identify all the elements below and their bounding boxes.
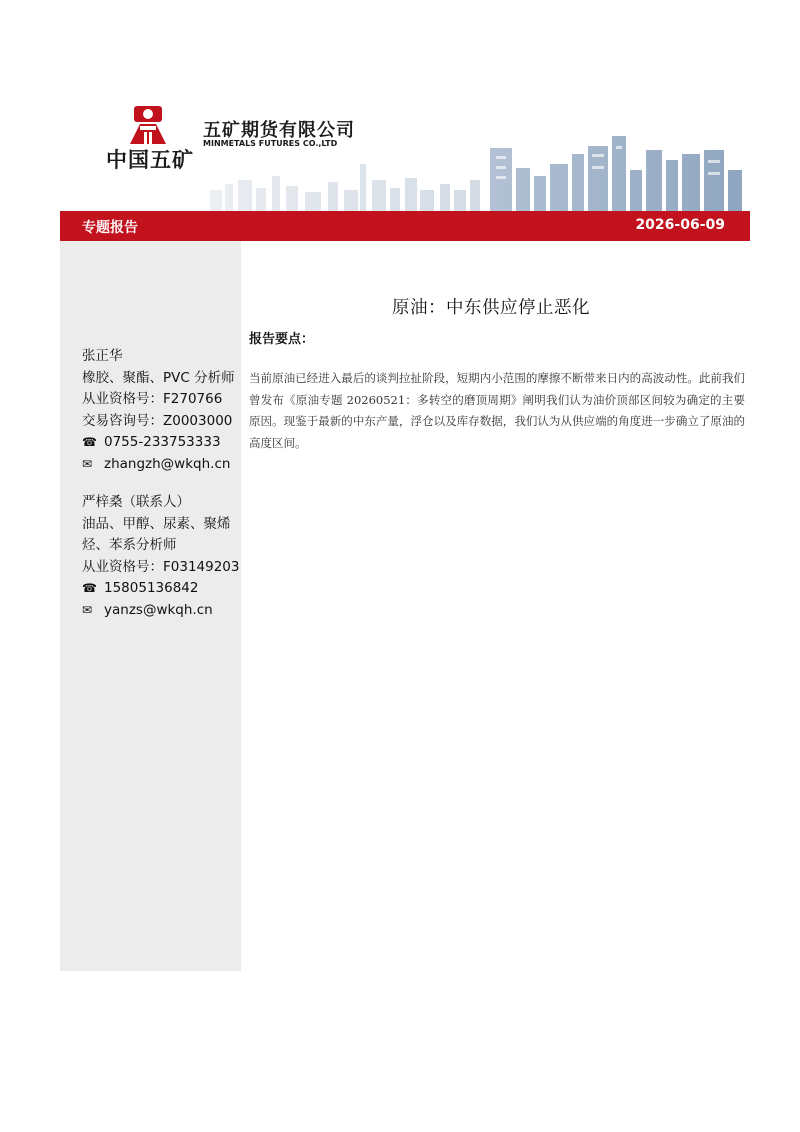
analyst-card <box>82 492 239 621</box>
envelope-icon: ✉ <box>82 456 93 471</box>
analyst-license: 从业资格号：F270766 <box>82 391 223 407</box>
envelope-icon: ✉ <box>82 602 93 617</box>
report-title: 原油：中东供应停止恶化 <box>392 298 590 318</box>
analyst-role: 油品、甲醇、尿素、聚烯 <box>82 515 231 532</box>
analyst-name: 张正华 <box>82 348 123 364</box>
report-date: 2026-06-09 <box>635 217 725 233</box>
key-points-heading: 报告要点： <box>249 332 315 347</box>
analyst-role-cont: 烃、苯系分析师 <box>82 537 177 553</box>
analyst-license: 从业资格号：F03149203 <box>82 558 240 575</box>
analyst-card <box>82 346 235 475</box>
report-type-bar <box>60 211 750 241</box>
summary-paragraph: 当前原油已经进入最后的谈判拉扯阶段，短期内小范围的摩擦不断带来日内的高波动性。此前我们曾发布《原油专题 20260521：多转空的磨顶周期》阐明我们认为油价顶部区间较为确定的主要原因。现鉴于最新的中东产量，浮仓以及库存数据，我们认为从供应端的角度进一步确立了原油的高度区间。 <box>249 371 745 450</box>
analyst-email <box>82 454 235 476</box>
analyst-role: 橡胶、聚酯、PVC 分析师 <box>82 369 235 386</box>
analyst-name: 严梓桑（联系人） <box>82 494 190 510</box>
phone-number: 0755-233753333 <box>104 434 221 450</box>
phone-number: 15805136842 <box>104 580 199 596</box>
phone-icon: ☎ <box>82 435 97 449</box>
report-type-label: 专题报告 <box>82 220 138 236</box>
minmetals-logo-icon <box>126 104 170 148</box>
email-link[interactable]: zhangzh@wkqh.cn <box>104 455 231 472</box>
logo-text: 中国五矿 <box>106 148 194 172</box>
email-link[interactable]: yanzs@wkqh.cn <box>104 601 213 618</box>
company-name-cn: 五矿期货有限公司 <box>203 120 355 141</box>
report-header <box>60 80 750 212</box>
analyst-phone <box>82 578 239 600</box>
analyst-advisory-license: 交易咨询号：Z0003000 <box>82 412 233 429</box>
company-name-en: MINMETALS FUTURES CO.,LTD <box>203 139 338 148</box>
analyst-email <box>82 600 239 622</box>
phone-icon: ☎ <box>82 581 97 595</box>
analyst-phone <box>82 432 235 454</box>
